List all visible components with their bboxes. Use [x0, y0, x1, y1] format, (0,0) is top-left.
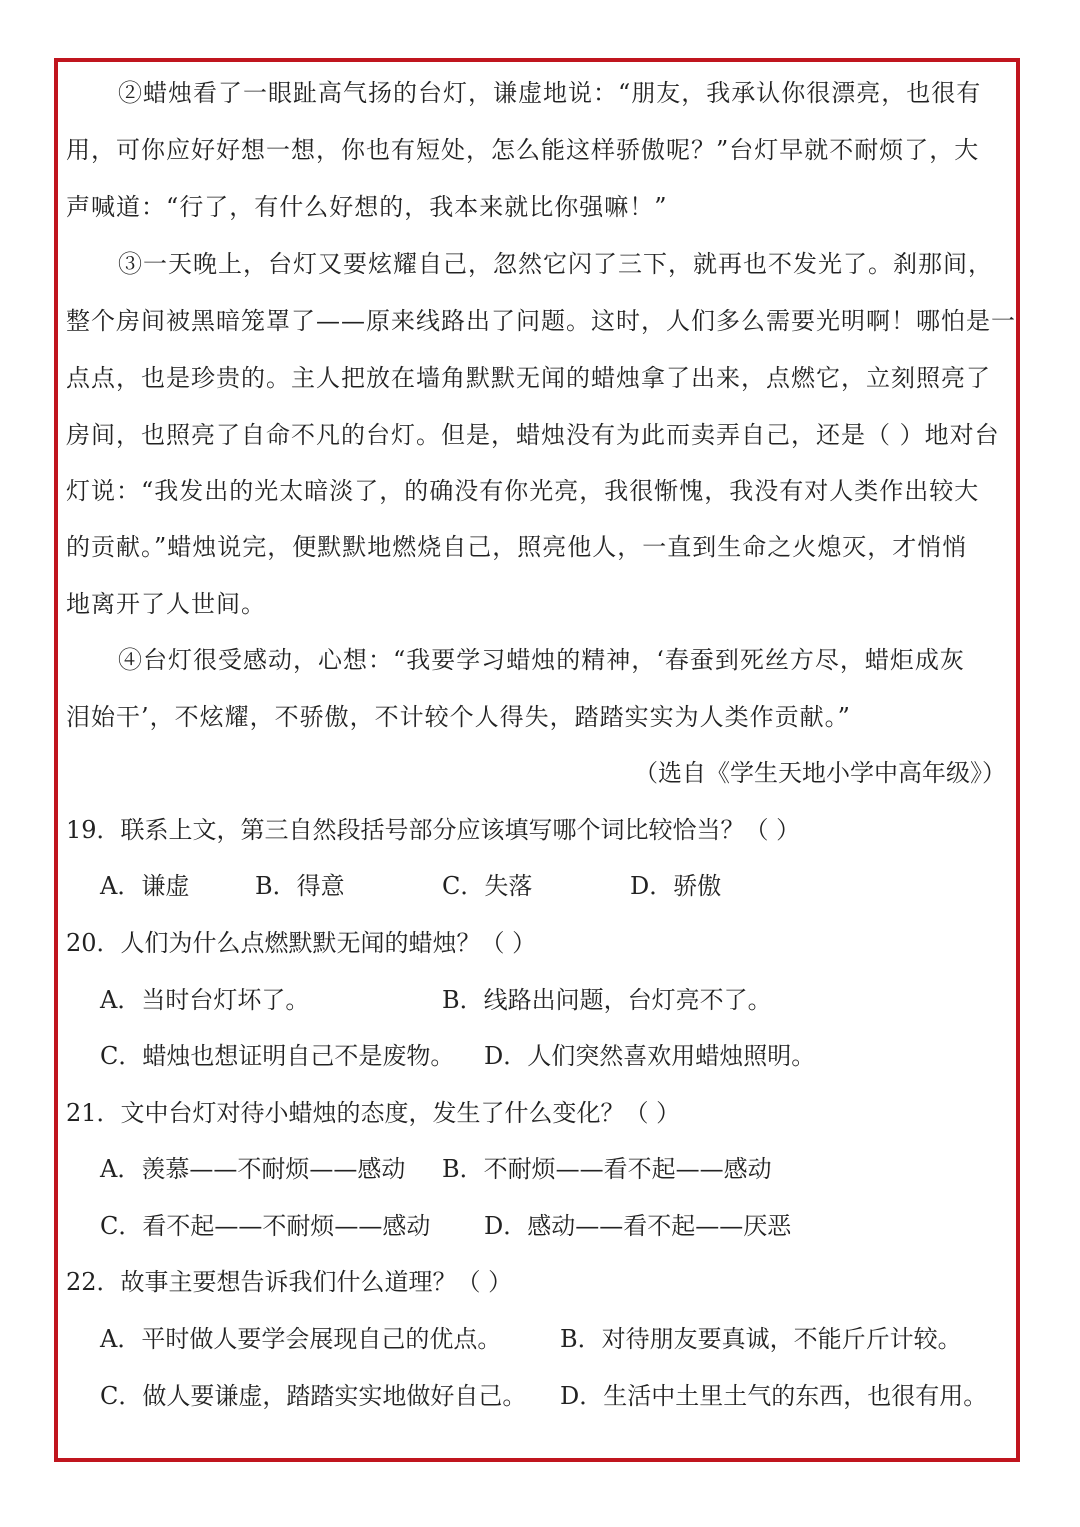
question-21-option-a[interactable]: A．羡慕——不耐烦——感动: [100, 1155, 406, 1183]
question-21-stem: 21．文中台灯对待小蜡烛的态度，发生了什么变化？（ ）: [66, 1099, 681, 1127]
passage-p3-line-5: 灯说：“我发出的光太暗淡了，的确没有你光亮，我很惭愧，我没有对人类作出较大: [66, 477, 980, 505]
question-20-option-d[interactable]: D．人们突然喜欢用蜡烛照明。: [484, 1042, 816, 1070]
passage-p4-line-2: 泪始干’，不炫耀，不骄傲，不计较个人得失，踏踏实实为人类作贡献。”: [66, 703, 851, 731]
question-19-option-d[interactable]: D．骄傲: [630, 872, 722, 900]
question-19-stem: 19．联系上文，第三自然段括号部分应该填写哪个词比较恰当？（ ）: [66, 816, 801, 844]
question-22-stem: 22．故事主要想告诉我们什么道理？（ ）: [66, 1268, 513, 1296]
question-22-option-a[interactable]: A．平时做人要学会展现自己的优点。: [100, 1325, 502, 1353]
question-19-option-c[interactable]: C．失落: [442, 872, 533, 900]
question-22-option-b[interactable]: B．对待朋友要真诚，不能斤斤计较。: [560, 1325, 962, 1353]
question-20-stem: 20．人们为什么点燃默默无闻的蜡烛？（ ）: [66, 929, 537, 957]
passage-p2-line-1: ②蜡烛看了一眼趾高气扬的台灯，谦虚地说：“朋友，我承认你很漂亮，也很有: [118, 79, 982, 107]
passage-source: （选自《学生天地小学中高年级》）: [634, 759, 1006, 787]
question-20-option-b[interactable]: B．线路出问题，台灯亮不了。: [442, 986, 772, 1014]
question-20-option-c[interactable]: C．蜡烛也想证明自己不是废物。: [100, 1042, 455, 1070]
passage-p4-line-1: ④台灯很受感动，心想：“我要学习蜡烛的精神，‘春蚕到死丝方尽，蜡炬成灰: [118, 646, 965, 674]
question-21-option-b[interactable]: B．不耐烦——看不起——感动: [442, 1155, 772, 1183]
passage-p3-line-7: 地离开了人世间。: [66, 590, 266, 618]
question-22-option-d[interactable]: D．生活中土里土气的东西，也很有用。: [560, 1382, 988, 1410]
question-21-option-c[interactable]: C．看不起——不耐烦——感动: [100, 1212, 431, 1240]
passage-p3-line-3: 点点，也是珍贵的。主人把放在墙角默默无闻的蜡烛拿了出来，点燃它，立刻照亮了: [66, 364, 991, 392]
passage-p2-line-3: 声喊道：“行了，有什么好想的，我本来就比你强嘛！”: [66, 193, 668, 221]
question-20-option-a[interactable]: A．当时台灯坏了。: [100, 986, 310, 1014]
question-19-option-b[interactable]: B．得意: [255, 872, 345, 900]
question-22-option-c[interactable]: C．做人要谦虚，踏踏实实地做好自己。: [100, 1382, 527, 1410]
passage-p2-line-2: 用，可你应好好想一想，你也有短处，怎么能这样骄傲呢？”台灯早就不耐烦了，大: [66, 136, 980, 164]
question-21-option-d[interactable]: D．感动——看不起——厌恶: [484, 1212, 792, 1240]
question-19-option-a[interactable]: A．谦虚: [100, 872, 190, 900]
passage-p3-line-1: ③一天晚上，台灯又要炫耀自己，忽然它闪了三下，就再也不发光了。刹那间，: [118, 250, 993, 278]
passage-p3-line-4: 房间，也照亮了自命不凡的台灯。但是，蜡烛没有为此而卖弄自己，还是（ ）地对台: [66, 421, 1000, 449]
passage-p3-line-6: 的贡献。”蜡烛说完，便默默地燃烧自己，照亮他人，一直到生命之火熄灭，才悄悄: [66, 533, 968, 561]
passage-p3-line-2: 整个房间被黑暗笼罩了——原来线路出了问题。这时，人们多么需要光明啊！哪怕是一: [66, 307, 1016, 335]
